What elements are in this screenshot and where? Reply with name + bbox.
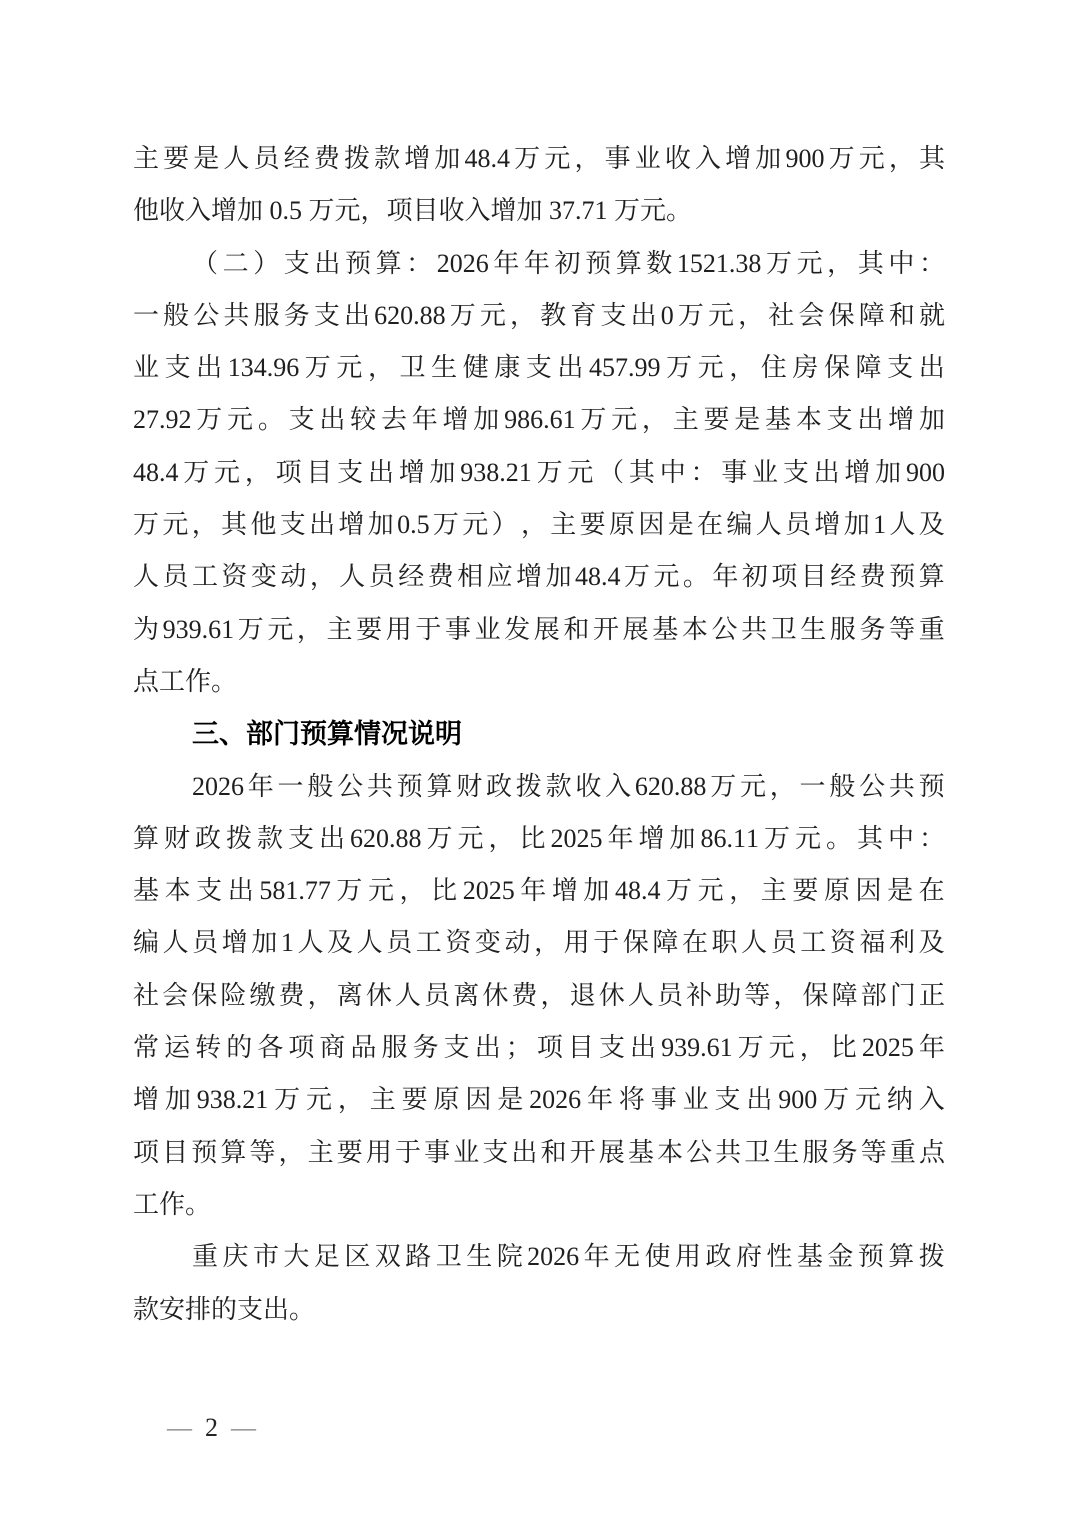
- paragraph-expenditure-budget: [133, 238, 945, 709]
- text-line: 48.4 万 元 ， 项 目 支 出 增 加 938.21 万 元 （ 其 中 ： 事 业 支 出 增 加 900: [133, 457, 945, 487]
- paragraph-income-increase: [133, 133, 945, 238]
- text-line: （ 二 ） 支 出 预 算 ： 2026 年 年 初 预 算 数 1521.38 万 元 ， 其 中 ：: [192, 248, 945, 278]
- section-heading-budget-explanation: [133, 708, 945, 760]
- text-line: 常 运 转 的 各 项 商 品 服 务 支 出 ； 项 目 支 出 939.61 万 元 ， 比 2025 年: [133, 1033, 945, 1063]
- footer-dash-left: —: [167, 1414, 192, 1442]
- text-line: 业 支 出 134.96 万 元 ， 卫 生 健 康 支 出 457.99 万 元 ， 住 房 保 障 支 出: [133, 353, 945, 383]
- text-line: 一 般 公 共 服 务 支 出 620.88 万 元 ， 教 育 支 出 0 万 元 ， 社 会 保 障 和 就: [133, 300, 945, 330]
- text-line: 人 员 工 资 变 动 ， 人 员 经 费 相 应 增 加 48.4 万 元 。 年 初 项 目 经 费 预 算: [133, 562, 945, 592]
- text-line: 款安排的支出。: [133, 1294, 316, 1324]
- text-line: 27.92 万 元 。 支 出 较 去 年 增 加 986.61 万 元 ， 主 要 是 基 本 支 出 增 加: [133, 405, 945, 435]
- text-line: 工作。: [133, 1189, 212, 1219]
- page-footer: [167, 1409, 256, 1447]
- section-heading-line: 三、部门预算情况说明: [192, 719, 462, 750]
- footer-dash-right: —: [231, 1414, 256, 1442]
- paragraph-budget-details: [133, 761, 945, 1232]
- text-line: 基 本 支 出 581.77 万 元 ， 比 2025 年 增 加 48.4 万 元 ， 主 要 原 因 是 在: [133, 876, 945, 906]
- text-line: 点工作。: [133, 666, 238, 696]
- text-line: 算 财 政 拨 款 支 出 620.88 万 元 ， 比 2025 年 增 加 86.11 万 元 。 其 中 ：: [133, 823, 945, 853]
- text-line: 他收入增加 0.5 万元，项目收入增加 37.71 万元。: [133, 196, 693, 226]
- text-line: 主 要 是 人 员 经 费 拨 款 增 加 48.4 万 元 ， 事 业 收 入 增 加 900 万 元 ， 其: [133, 144, 945, 173]
- text-line: 万 元 ， 其 他 支 出 增 加 0.5 万 元 ） ， 主 要 原 因 是 在 编 人 员 增 加 1 人 及: [133, 510, 945, 540]
- page-number: 2: [205, 1413, 218, 1442]
- text-line: 编 人 员 增 加 1 人 及 人 员 工 资 变 动 ， 用 于 保 障 在 职 人 员 工 资 福 利 及: [133, 928, 945, 958]
- text-line: 为 939.61 万 元 ， 主 要 用 于 事 业 发 展 和 开 展 基 本 公 共 卫 生 服 务 等 重: [133, 614, 945, 644]
- text-line: 社 会 保 险 缴 费 ， 离 休 人 员 离 休 费 ， 退 休 人 员 补 助 等 ， 保 障 部 门 正: [133, 980, 945, 1010]
- text-line: 增 加 938.21 万 元 ， 主 要 原 因 是 2026 年 将 事 业 支 出 900 万 元 纳 入: [133, 1085, 945, 1115]
- text-line: 2026 年 一 般 公 共 预 算 财 政 拨 款 收 入 620.88 万 元 ， 一 般 公 共 预: [192, 771, 945, 801]
- paragraph-government-fund-statement: [133, 1231, 945, 1336]
- text-line: 项 目 预 算 等 ， 主 要 用 于 事 业 支 出 和 开 展 基 本 公 共 卫 生 服 务 等 重 点: [133, 1137, 945, 1167]
- document-body: [133, 133, 945, 1336]
- text-line: 重 庆 市 大 足 区 双 路 卫 生 院 2026 年 无 使 用 政 府 性 基 金 预 算 拨: [192, 1242, 945, 1272]
